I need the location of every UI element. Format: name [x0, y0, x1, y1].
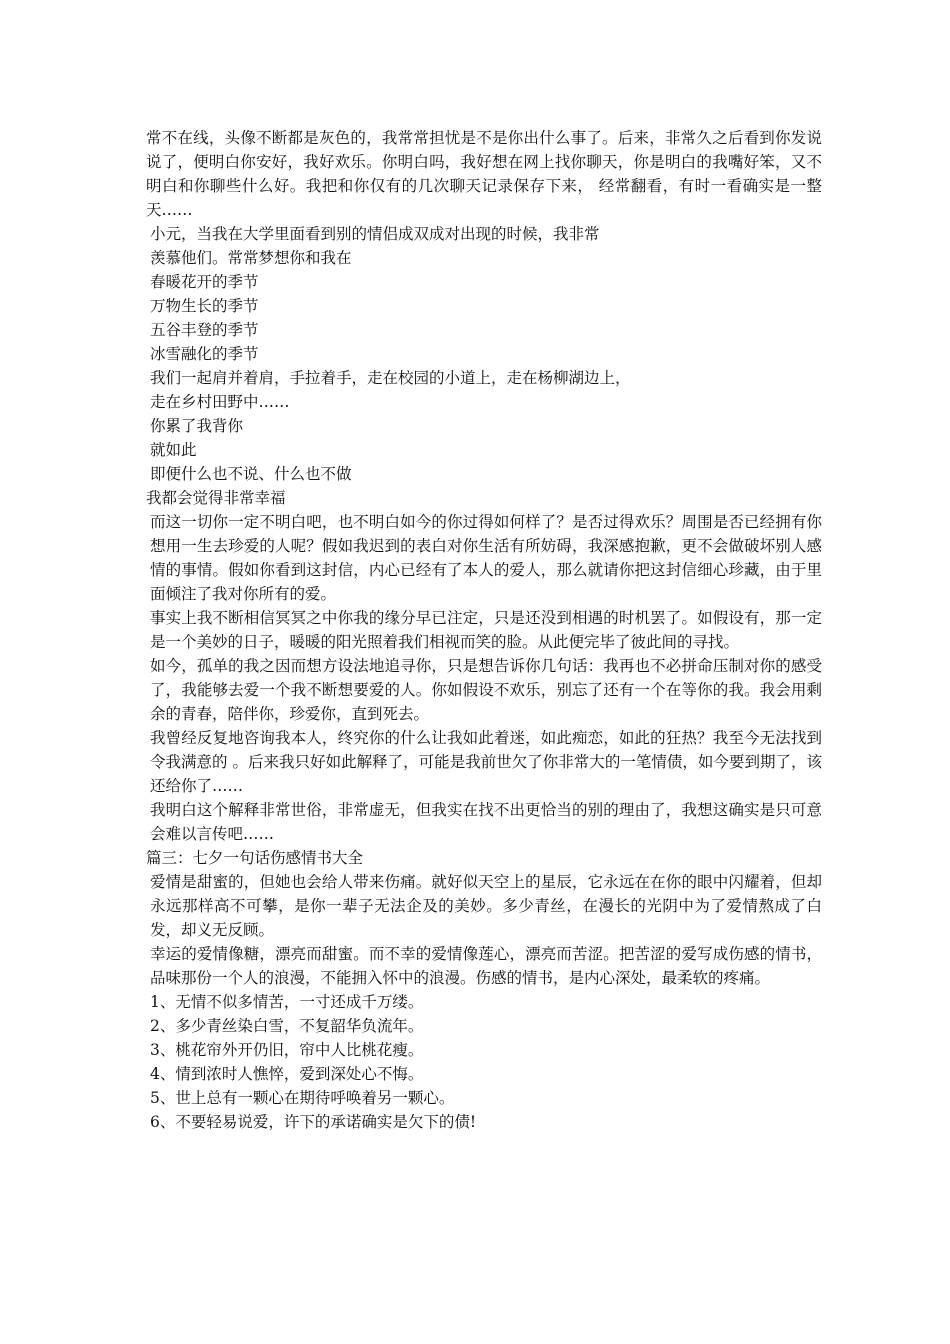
poem-line-together: 我们一起肩并着肩，手拉着手，走在校园的小道上，走在杨柳湖边上， — [150, 369, 631, 387]
paragraph-love-sweet: 爱情是甜蜜的，但她也会给人带来伤痛。就好似天空上的星辰，它永远在在你的眼中闪耀着，但却永远那样高不可攀，是你一辈子无法企及的美妙。多少青丝，在漫长的光阴中为了爱情熬成了白发，却义无反顾。 — [150, 873, 822, 939]
poem-line-carry: 你累了我背你 — [150, 417, 244, 435]
list-item: 4、情到浓时人憔悴，爱到深处心不悔。 — [150, 1065, 424, 1083]
list-item: 5、世上总有一颗心在期待呼唤着另一颗心。 — [150, 1089, 455, 1107]
paragraph-confession: 而这一切你一定不明白吧，也不明白如今的你过得如何样了？是否过得欢乐？周围是否已经拥有你想用一生去珍爱的人呢？假如我迟到的表白对你生活有所妨碍，我深感抱歉，更不会做破坏别人感情的事情。假如你看到这封信，内心已经有了本人的爱人，那么就请你把这封信细心珍藏，由于里面倾注了我对你所有的爱。 — [150, 513, 822, 603]
document-body — [146, 126, 822, 1134]
poem-line-harvest: 五谷丰登的季节 — [150, 321, 259, 339]
paragraph-fate: 事实上我不断相信冥冥之中你我的缘分早已注定，只是还没到相遇的时机罢了。如假设有，那一定是一个美妙的日子，暖暖的阳光照着我们相视而笑的脸。从此便完毕了彼此间的寻找。 — [150, 609, 822, 651]
paragraph-xiaoyuan: 小元，当我在大学里面看到别的情侣成双成对出现的时候，我非常 — [150, 225, 600, 243]
poem-line-happy: 我都会觉得非常幸福 — [146, 489, 286, 507]
paragraph-seeking: 如今，孤单的我之因而想方设法地追寻你，只是想告诉你几句话：我再也不必拼命压制对你的感受了，我能够去爱一个我不断想要爱的人。你如假设不欢乐，别忘了还有一个在等你的我。我会用剩余的青春，陪伴你，珍爱你，直到死去。 — [150, 657, 822, 723]
poem-line-thaw: 冰雪融化的季节 — [150, 345, 259, 363]
list-item: 1、无情不似多情苦，一寸还成千万缕。 — [150, 993, 424, 1011]
paragraph-explanation: 我明白这个解释非常世俗，非常虚无，但我实在找不出更恰当的别的理由了，我想这确实是只可意会难以言传吧…… — [150, 801, 822, 843]
list-item: 6、不要轻易说爱，许下的承诺确实是欠下的债! — [150, 1113, 477, 1131]
section-heading: 篇三：七夕一句话伤感情书大全 — [146, 849, 364, 867]
paragraph-chat-history: 常不在线，头像不断都是灰色的，我常常担忧是不是你出什么事了。后来，非常久之后看到你发说说了，便明白你安好，我好欢乐。你明白吗，我好想在网上找你聊天，你是明白的我嘴好笨，又不明白和你聊些什么好。我把和你仅有的几次聊天记录保存下来， 经常翻看，有时一看确实是一整天…… — [146, 129, 822, 219]
paragraph-love-candy: 幸运的爱情像糖，漂亮而甜蜜。而不幸的爱情像莲心，漂亮而苦涩。把苦涩的爱写成伤感的情书，品味那份一个人的浪漫，不能拥入怀中的浪漫。伤感的情书，是内心深处，最柔软的疼痛。 — [150, 945, 822, 987]
list-item: 2、多少青丝染白雪，不复韶华负流年。 — [150, 1017, 424, 1035]
poem-line-growth: 万物生长的季节 — [150, 297, 259, 315]
poem-line-spring: 春暖花开的季节 — [150, 273, 259, 291]
poem-line-silence: 即便什么也不说、什么也不做 — [150, 465, 352, 483]
paragraph-self-question: 我曾经反复地咨询我本人，终究你的什么让我如此着迷，如此痴恋，如此的狂热？我至今无法找到令我满意的 。后来我只好如此解释了，可能是我前世欠了你非常大的一笔情债，如今要到期了，该还给你了…… — [150, 729, 822, 795]
poem-line-just-so: 就如此 — [150, 441, 197, 459]
list-item: 3、桃花帘外开仍旧，帘中人比桃花瘦。 — [150, 1041, 424, 1059]
poem-line-fields: 走在乡村田野中…… — [150, 393, 290, 411]
paragraph-envy: 羡慕他们。常常梦想你和我在 — [150, 249, 352, 267]
